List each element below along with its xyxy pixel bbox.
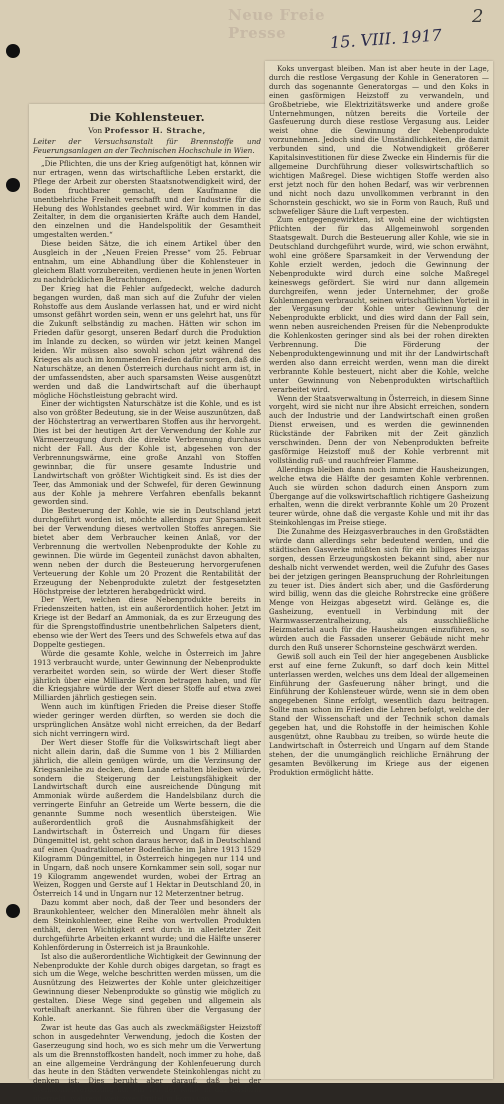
article-paragraph: Wenn auch im künftigen Frieden die Preise dieser Stoffe wieder geringer werden dürften, so werden sie doch die ursprünglichen Ansätze wohl nicht erreichen, da der Bedarf sich nicht verringern wird.: [33, 702, 261, 738]
right-column-text: [269, 65, 489, 1075]
article-paragraph: Koks unvergast bleiben. Man ist aber heute in der Lage, durch die restlose Vergasung der Kohle in Generatoren — durch das sogenannte Generatorgas — und den Koks in einen gasförmigen Heizstoff zu verwandeln, und Großbetriebe, wie Elektrizitätswerke und andere große Unternehmungen, nützen bereits die Vorteile der Gasfeuerung durch diese restlose Vergasung aus. Leider weist ohne die Gewinnung der Nebenprodukte vorzunehmen. Jedoch sind die Umständlichkeiten, die damit verbunden sind, und die Notwendigkeit größerer Kapitalsinvestitionen für diese Zwecke ein Hindernis für die allgemeine Durchführung dieser volkswirtschaftlich so wichtigen Maßregel. Diese wichtigen Stoffe werden also erst jetzt noch für den hohen Bedarf, was wir verbrennen und nicht noch dazu unvollkommen verbrannt in den Schornstein geschickt, wo sie in Form von Rauch, Ruß und schwefeliger Säure die Luft verpesten.: [269, 64, 489, 216]
punch-hole: [6, 178, 20, 192]
newspaper-stamp: Neue Freie Presse: [228, 6, 325, 42]
article-paragraph: Der Wert dieser Stoffe für die Volkswirtschaft liegt aber nicht allein darin, daß die Summe von 1 bis 2 Milliarden jährlich, die allein genügen würde, um die Verzinsung der Kriegsanleihe zu decken, dem Lande erhalten bleiben würde, sondern die Steigerung der Leistungsfähigkeit der Landwirtschaft durch eine ausreichende Düngung mit Ammoniak würde außerdem die Handelsbilanz durch die verringerte Einfuhr an Getreide um Werte bessern, die die genannte Summe noch wesentlich übersteigen. Wie außerordentlich groß die Ausnahmsfähigkeit der Landwirtschaft in Österreich und Ungarn für dieses Düngemittel ist, geht schon daraus hervor, daß in Deutschland auf einen Quadratkilometer Bodenfläche im Jahre 1913 1529 Kilogramm Düngemittel, in Österreich hingegen nur 114 und in Ungarn, daß noch unsere Kornkammer sein soll, sogar nur 19 Kilogramm angewendet wurden, wobei der Ertrag an Weizen, Roggen und Gerste auf 1 Hektar in Deutschland 20, in Österreich 14 und in Ungarn nur 12 Meterzentner betrug.: [33, 737, 261, 899]
article-paragraph: Wenn der Staatsverwaltung in Österreich, in diesem Sinne vorgeht, wird sie nicht nur ihre Absicht erreichen, sondern auch der Industrie und der Landwirtschaft einen großen Dienst erweisen, und es werden die gewinnenden Rückstände der Fabriken mit der Zeit gänzlich verschwinden. Denn der von Nebenprodukten befreite gasförmige Heizstoff muß der Kohle verbrennt mit vollständig ruß- und rauchfreier Flamme.: [269, 393, 489, 465]
article-paragraph: Ist also die außerordentliche Wichtigkeit der Gewinnung der Nebenprodukte der Kohle durch obiges dargetan, so fragt es sich um die Wege, welche beschritten werden müssen, um die Ausnützung des Heizwertes der Kohle unter gleichzeitiger Gewinnung dieser Nebenprodukte so günstig wie möglich zu gestalten. Diese Wege sind gegeben und allgemein als vorteilhaft anerkannt. Sie führen über die Vergasung der Kohle.: [33, 951, 261, 1023]
article-paragraph: Gewiß soll auch ein Teil der hier angegebenen Ausblicke erst auf eine ferne Zukunft, so darf doch kein Mittel unterlassen werden, welches uns dem Ideal der allgemeinen Einführung der Gasfeuerung näher bringt, und die Einführung der Kohlensteuer würde, wenn sie in dem oben angegebenen Sinne erfolgt, wesentlich dazu beitragen. Sollte man schon im Frieden die Lehren befolgt, welche der Stand der Wissenschaft und der Technik schon damals gegeben hat, und die Rohstoffe in der heimischen Kohle ausgenützt, ohne Raubbau zu treiben, so würde heute die Landwirtschaft in Österreich und Ungarn auf dem Stande stehen, der die unumgänglich reichliche Ernährung der gesamten Bevölkerung im Kriege aus der eigenen Produktion ermöglicht hätte.: [269, 651, 489, 777]
left-column-text: [33, 108, 261, 1104]
handwritten-date: 15. VIII. 1917: [329, 25, 443, 53]
article-byline: [33, 126, 261, 135]
author-affiliation: Leiter der Versuchsanstalt für Brennstoffe und Feuerungsanlagen an der Technischen Hochschule in Wien.: [33, 137, 261, 155]
article-title: Die Kohlensteuer.: [89, 110, 205, 124]
punch-hole: [6, 44, 20, 58]
article-paragraph: Einer der wichtigsten Naturschätze ist die Kohle, und es ist also von größter Bedeutung, sie in der Weise auszunützen, daß der Höchstertrag an verwertbaren Stoffen aus ihr hervorgeht. Dies ist bei der heutigen Art der Verwendung der Kohle zur Wärmeerzeugung durch die direkte Verbrennung durchaus nicht der Fall. Aus der Kohle ist, abgesehen von der Verbrennungswärme, eine große Anzahl von Stoffen gewinnbar, die für unsere gesamte Industrie und Landwirtschaft von größter Wichtigkeit sind. Es ist dies der Teer, das Ammoniak und der Schwefel, für deren Gewinnung aus der Kohle ja mehrere Verfahren ebenfalls bekannt geworden sind.: [33, 399, 261, 507]
article-paragraph: Dazu kommt aber noch, daß der Teer und besonders der Braunkohlenteer, welcher den Mineralölen mehr ähnelt als dem Steinkohlenteer, eine Reihe von wertvollen Produkten enthält, deren Wichtigkeit erst durch in allerletzter Zeit durchgeführte Arbeiten erkannt wurde; und die Hälfte unserer Kohlenförderung in Österreich ist ja Braunkohle.: [33, 898, 261, 952]
article-paragraph: Der Wert, welchen diese Nebenprodukte bereits in Friedenszeiten hatten, ist ein außerordentlich hoher. Jetzt im Kriege ist der Bedarf an Ammoniak, da es zur Erzeugung des für die Sprengstoffindustrie unentbehrlichen Salpeters dient, ebenso wie der Wert des Teers und des Schwefels etwa auf das Doppelte gestiegen.: [33, 595, 261, 649]
article-paragraph: Der Krieg hat die Fehler aufgedeckt, welche dadurch begangen wurden, daß man sich auf die Zufuhr der vielen Rohstoffe aus dem Auslande verlassen hat, und er wird nicht umsonst gefährt worden sein, wenn er uns gelehrt hat, uns für die Zukunft selbständig zu machen. Hätten wir schon im Frieden dafür gesorgt, unseren Bedarf durch die Produktion im Inlande zu decken, so würden wir jetzt keinen Mangel leiden. Wir müssen also sowohl schon jetzt während des Krieges als auch im kommenden Frieden dafür sorgen, daß die Naturschätze, an denen Österreich durchaus nicht arm ist, in der umfassendsten, aber auch sparsamsten Weise ausgenützt werden und daß die Landwirtschaft auf die überhaupt mögliche Höchstleistung gebracht wird.: [33, 283, 261, 400]
punch-hole: [6, 904, 20, 918]
article-paragraph: Zum entgegengewirkten, ist wohl eine der wichtigsten Pflichten der für das Allgemeinwohl sorgenden Staatsgewalt. Durch die Besteuerung aller Kohle, wie sie in Deutschland durchgeführt wurde, wird, wie schon erwähnt, wohl eine größere Sparsamkeit in der Verwendung der Kohle erzielt werden, jedoch die Gewinnung der Nebenprodukte wird durch eine solche Maßregel keineswegs gefördert. Sie wird nur dann allgemein durchgreifen, wenn jeder Unternehmer, der große Kohlenmengen verbraucht, seinen wirtschaftlichen Vorteil in der Vergasung der Kohle unter Gewinnung der Nebenprodukte erblickt, und dies wird dann der Fall sein, wenn neben ausreichenden Preisen für die Nebenprodukte die Kohlenkosten geringer sind als bei der rohen direkten Verbrennung. Die Förderung der Nebenproduktengewinnung und mit ihr der Landwirtschaft werden also dann erreicht werden, wenn man die direkt verbrannte Kohle besteuert, nicht aber die Kohle, welche unter Gewinnung von Nebenprodukten wirtschaftlich verarbeitet wird.: [269, 215, 489, 394]
page-number: 2: [472, 6, 484, 27]
article-paragraph: Die Zunahme des Heizgasverbrauches in den Großstädten würde dann allerdings sehr bedeutend werden, und die städtischen Gaswerke müßten sich für ein billiges Heizgas sorgen, dessen Erzeugungskosten bekannt sind, aber nur deshalb nicht verwendet werden, weil die Zufuhr des Gases bei der jetzigen geringen Beanspruchung der Rohrleitungen zu teuer ist. Dies ändert sich aber, und die Gasförderung wird billig, wenn das die gleiche Rohrstrecke eine größere Menge von Heizgas abgesetzt wird. Gelänge es, die Gasheizung, eventuell in Verbindung mit der Warmwasserzentralheizung, als ausschließliche Heizmaterial auch für die Hausheizungen einzuführen, so würden auch die Fassaden unserer Gebäude nicht mehr durch den Ruß unserer Schornsteine geschwärzt werden.: [269, 527, 489, 652]
clipping-right-column: [265, 61, 493, 1079]
clipping-left-column: [29, 104, 265, 1104]
author-name: Professor H. Strache,: [104, 126, 206, 135]
divider: [45, 157, 249, 158]
article-paragraph: Allerdings bleiben dann noch immer die Hausheizungen, welche etwa die Hälfte der gesamten Kohle verbrennen. Auch sie würden schon dadurch einen Ansporn zum Übergange auf die volkswirtschaftlich richtigere Gasheizung erhalten, wenn die direkt verbrannte Kohle um 20 Prozent teurer würde, ohne daß die vergaste Kohle und mit ihr das Steinkohlengas im Preise stiege.: [269, 464, 489, 528]
article-paragraph: Würde die gesamte Kohle, welche in Österreich im Jahre 1913 verbraucht wurde, unter Gewinnung der Nebenprodukte verarbeitet worden sein, so würde der Wert dieser Stoffe jährlich über eine Milliarde Kronen betragen haben, und für die Kriegsjahre würde der Wert dieser Stoffe auf etwa zwei Milliarden jährlich gestiegen sein.: [33, 648, 261, 703]
byline-prefix: Von: [88, 126, 103, 135]
right-paragraphs: [269, 65, 489, 778]
article-paragraph: Die Besteuerung der Kohle, wie sie in Deutschland jetzt durchgeführt worden ist, möchte allerdings zur Sparsamkeit bei der Verwendung dieses wertvollen Stoffes anregen. Sie bietet aber dem Verbraucher keinen Anlaß, vor der Verbrennung die wertvollen Nebenprodukte der Kohle zu gewinnen. Die würde im Gegenteil zunächst davon abhalten, wenn neben der durch die Besteuerung hervorgerufenen Verteuerung der Kohle um 20 Prozent die Rentabilität der Erzeugung der Nebenprodukte zuletzt der festgesetzten Höchstpreise der letzteren herabgedrückt wird.: [33, 506, 261, 596]
article-paragraph: „Die Pflichten, die uns der Krieg aufgenötigt hat, können wir nur ertragen, wenn das wirtschaftliche Leben erstarkt, die Pflege der Arbeit zur obersten Staatsnotwendigkeit wird, der Boden fruchtbarer gemacht, dem Kaufmanne die unentbehrliche Freiheit verschafft und der Industrie für die Hebung des Wohlstandes geebnet wird. Wir kommen in das Zeitalter, in dem die organisierten Kräfte auch dem Handel, den einzelnen und die Handelspolitik der Gesamtheit umgestalten werden.“: [33, 159, 261, 240]
article-paragraph: Zwar ist heute das Gas auch als zweckmäßigster Heizstoff schon in ausgedehnter Verwendung, jedoch die Kosten der Gaserzeugung sind hoch, wo es sich mehr um die Verwertung als um die Brennstoffkosten handelt, noch immer zu hohe, daß an eine allgemeine Verdrängung der Kohlenfeuerung durch das heute in den Städten verwendete Steinkohlengas nicht zu denken ist. Dies beruht aber darauf, daß bei der Steinkohlenvergasung nur ein Teil der Kohle in das Gasform übergeht, während weit zwei Drittel in Form von: [33, 1022, 261, 1104]
article-paragraph: Diese beiden Sätze, die ich einem Artikel über den Ausgleich in der „Neuen Freien Presse“ vom 25. Februar entnahm, um eine Abhandlung über die Kohlensteuer in gleichem Blatt vorzubereiten, verdienen heute in jenen Worten zu nachdrücklichen Betrachtungen.: [33, 239, 261, 284]
left-paragraphs: [33, 160, 261, 1104]
